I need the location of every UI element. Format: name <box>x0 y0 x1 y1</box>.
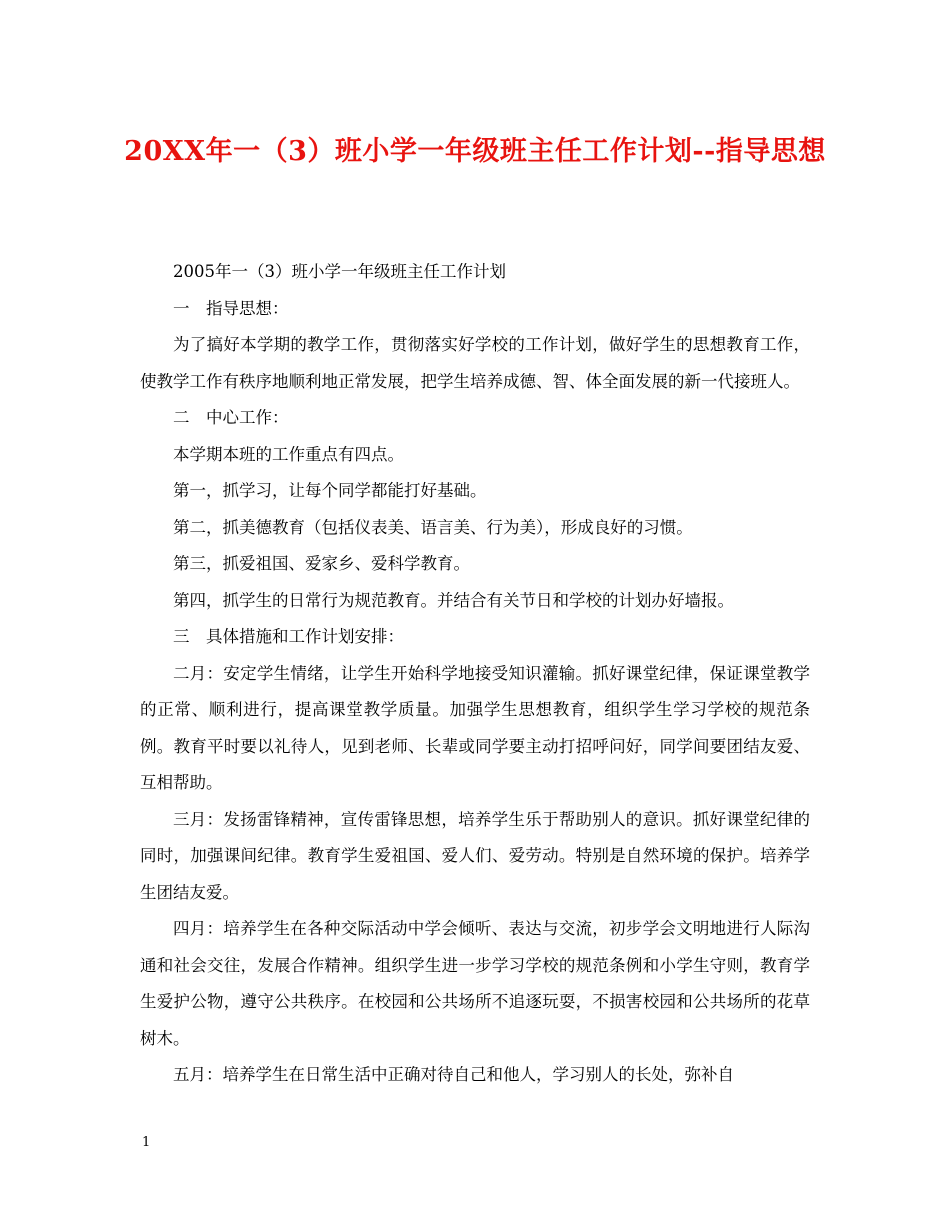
paragraph: 本学期本班的工作重点有四点。 <box>173 444 404 464</box>
paragraph: 2005年一（3）班小学一年级班主任工作计划 <box>173 262 506 281</box>
document-title: 20XX年一（3）班小学一年级班主任工作计划--指导思想 <box>124 136 826 167</box>
paragraph: 五月：培养学生在日常生活中正确对待自己和他人，学习别人的长处，弥补自 <box>173 1065 734 1084</box>
paragraph: 二月：安定学生情绪，让学生开始科学地接受知识灌输。抓好课堂纪律，保证课堂教学的正常、顺利进行，提高课堂教学质量。加强学生思想教育，组织学生学习学校的规范条例。教育平时要以礼待人，见到老师、长辈或同学要主动打招呼问好，同学间要团结友爱、互相帮助。 <box>140 663 810 792</box>
section-heading: 三 具体措施和工作计划安排： <box>173 627 404 646</box>
paragraph: 为了搞好本学期的教学工作，贯彻落实好学校的工作计划，做好学生的思想教育工作，使教学工作有秩序地顺利地正常发展，把学生培养成德、智、体全面发展的新一代接班人。 <box>140 335 810 391</box>
document-body <box>140 254 810 1094</box>
paragraph: 四月：培养学生在各种交际活动中学会倾听、表达与交流，初步学会文明地进行人际沟通和社会交往，发展合作精神。组织学生进一步学习学校的规范条例和小学生守则，教育学生爱护公物，遵守公共秩序。在校园和公共场所不追逐玩耍，不损害校园和公共场所的花草树木。 <box>140 919 810 1048</box>
paragraph: 第一，抓学习，让每个同学都能打好基础。 <box>173 481 487 500</box>
section-heading: 二 中心工作： <box>173 408 289 427</box>
section-heading: 一 指导思想： <box>173 298 289 318</box>
paragraph: 第四，抓学生的日常行为规范教育。并结合有关节日和学校的计划办好墙报。 <box>173 590 734 610</box>
paragraph: 第三，抓爱祖国、爱家乡、爱科学教育。 <box>173 554 470 573</box>
page-number: 1 <box>142 1135 151 1150</box>
paragraph: 三月：发扬雷锋精神，宣传雷锋思想，培养学生乐于帮助别人的意识。抓好课堂纪律的同时，加强课间纪律。教育学生爱祖国、爱人们、爱劳动。特别是自然环境的保护。培养学生团结友爱。 <box>140 809 810 902</box>
paragraph: 第二，抓美德教育（包括仪表美、语言美、行为美），形成良好的习惯。 <box>173 517 693 537</box>
